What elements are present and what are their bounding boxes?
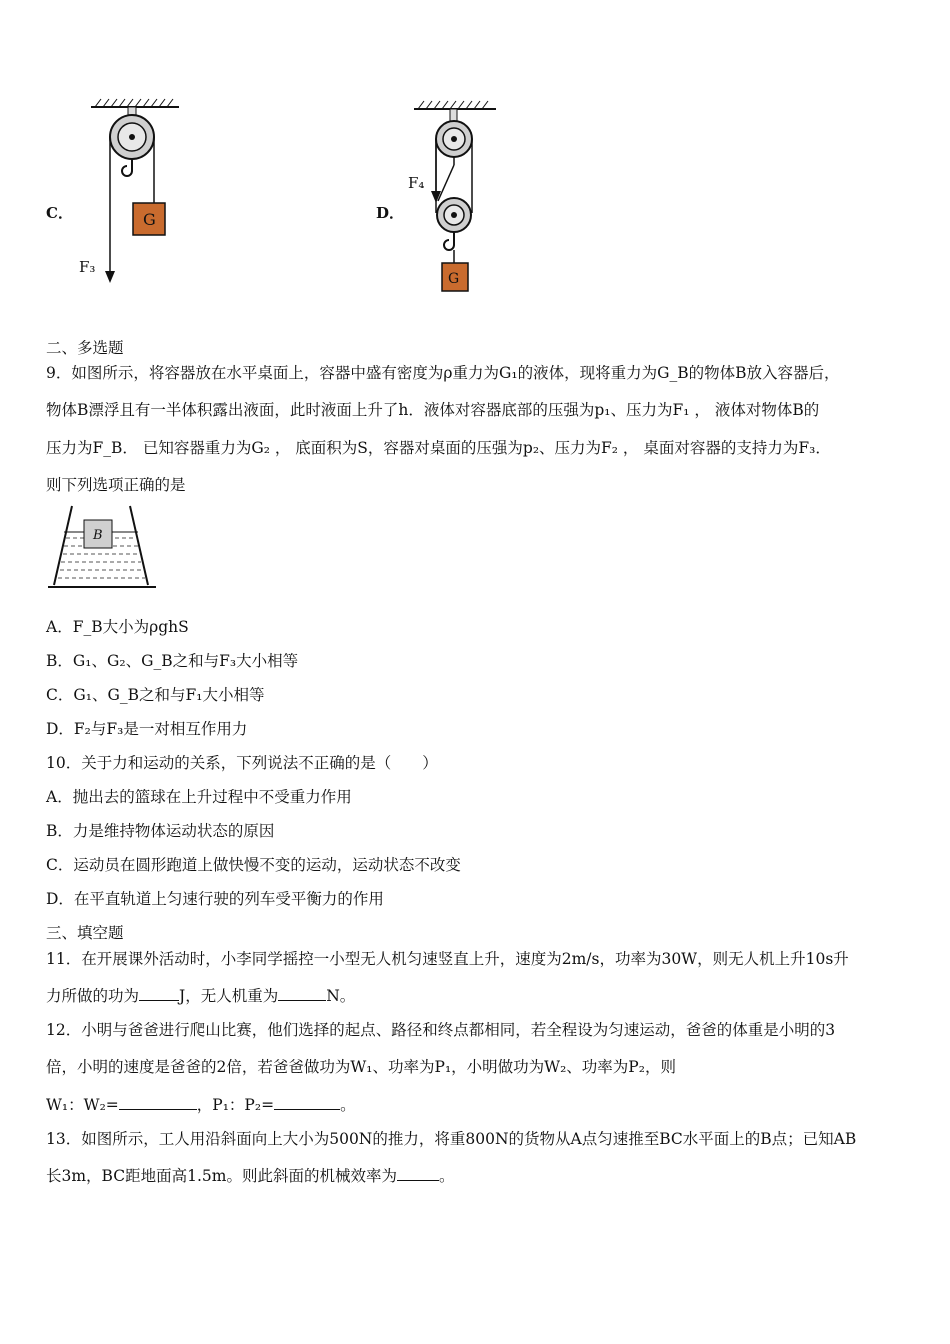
q9-line-2: 物体B漂浮且有一半体积露出液面，此时液面上升了h．液体对容器底部的压强为p₁、压力为F₁ ， 液体对物体B的 — [46, 401, 820, 419]
force-label-f4: F₄ — [408, 174, 425, 192]
q9-option-c: C．G₁、G_B之和与F₁大小相等 — [46, 686, 265, 704]
pulley-figure-c — [75, 95, 195, 290]
weight-label-d: G — [448, 271, 460, 287]
q13-text-b: 。 — [438, 1167, 455, 1185]
weight-label-c: G — [143, 210, 156, 229]
q11-blank-weight[interactable] — [278, 986, 326, 1001]
q11-line-1: 11．在开展课外活动时，小李同学摇控一小型无人机匀速竖直上升，速度为2m/s，功率为30W，则无人机上升10s升 — [46, 950, 849, 968]
object-b-label: B — [93, 528, 103, 543]
q13-line-2 — [46, 1164, 454, 1186]
q12-text-a: W₁：W₂= — [46, 1096, 119, 1114]
q13-blank-efficiency[interactable] — [397, 1166, 439, 1181]
q12-text-c: 。 — [340, 1096, 356, 1114]
q12-line-1: 12．小明与爸爸进行爬山比赛，他们选择的起点、路径和终点都相同，若全程设为匀速运动，爸爸的体重是小明的3 — [46, 1021, 836, 1039]
q10-option-a: A．抛出去的篮球在上升过程中不受重力作用 — [46, 788, 352, 806]
q12-blank-work-ratio[interactable] — [119, 1095, 197, 1110]
q11-line-2 — [46, 984, 355, 1006]
q12-line-3 — [46, 1093, 356, 1115]
q11-text-a: 力所做的功为 — [46, 987, 140, 1005]
q10-option-d: D．在平直轨道上匀速行驶的列车受平衡力的作用 — [46, 890, 384, 908]
pulley-figure-d — [400, 95, 510, 300]
q9-line-1: 9．如图所示，将容器放在水平桌面上，容器中盛有密度为ρ重力为G₁的液体，现将重力为G_B的物体B放入容器后， — [46, 364, 840, 382]
q11-text-b: J，无人机重为 — [179, 987, 279, 1005]
q10-option-b: B．力是维持物体运动状态的原因 — [46, 822, 275, 840]
q10-option-c: C．运动员在圆形跑道上做快慢不变的运动，运动状态不改变 — [46, 856, 461, 874]
figure-c-label: C． — [46, 204, 73, 222]
q12-text-b: ，P₁：P₂= — [196, 1096, 275, 1114]
q12-line-2: 倍，小明的速度是爸爸的2倍，若爸爸做功为W₁、功率为P₁，小明做功为W₂、功率为P₂，则 — [46, 1058, 676, 1076]
container-figure — [44, 502, 160, 592]
q9-line-4: 则下列选项正确的是 — [46, 476, 186, 494]
q11-text-c: N。 — [326, 987, 356, 1005]
q9-option-b: B．G₁、G₂、G_B之和与F₃大小相等 — [46, 652, 299, 670]
q11-blank-work[interactable] — [139, 986, 179, 1001]
force-label-f3: F₃ — [79, 258, 96, 276]
q9-line-3: 压力为F_B． 已知容器重力为G₂ ， 底面积为S，容器对桌面的压强为p₂、压力为F₂ ， 桌面对容器的支持力为F₃． — [46, 439, 831, 457]
q13-line-1: 13．如图所示，工人用沿斜面向上大小为500N的推力，将重800N的货物从A点匀速推至BC水平面上的B点；已知AB — [46, 1130, 857, 1148]
q13-text-a: 长3m，BC距地面高1.5m。则此斜面的机械效率为 — [46, 1167, 397, 1185]
q9-option-a: A．F_B大小为ρghS — [46, 618, 189, 636]
section-title-fill-blank: 三、填空题 — [46, 924, 124, 942]
figure-d-label: D． — [376, 204, 405, 222]
q9-option-d: D．F₂与F₃是一对相互作用力 — [46, 720, 248, 738]
q10-stem: 10．关于力和运动的关系，下列说法不正确的是（ ） — [46, 754, 438, 772]
section-title-multi-choice: 二、多选题 — [46, 339, 124, 357]
q12-blank-power-ratio[interactable] — [274, 1095, 340, 1110]
